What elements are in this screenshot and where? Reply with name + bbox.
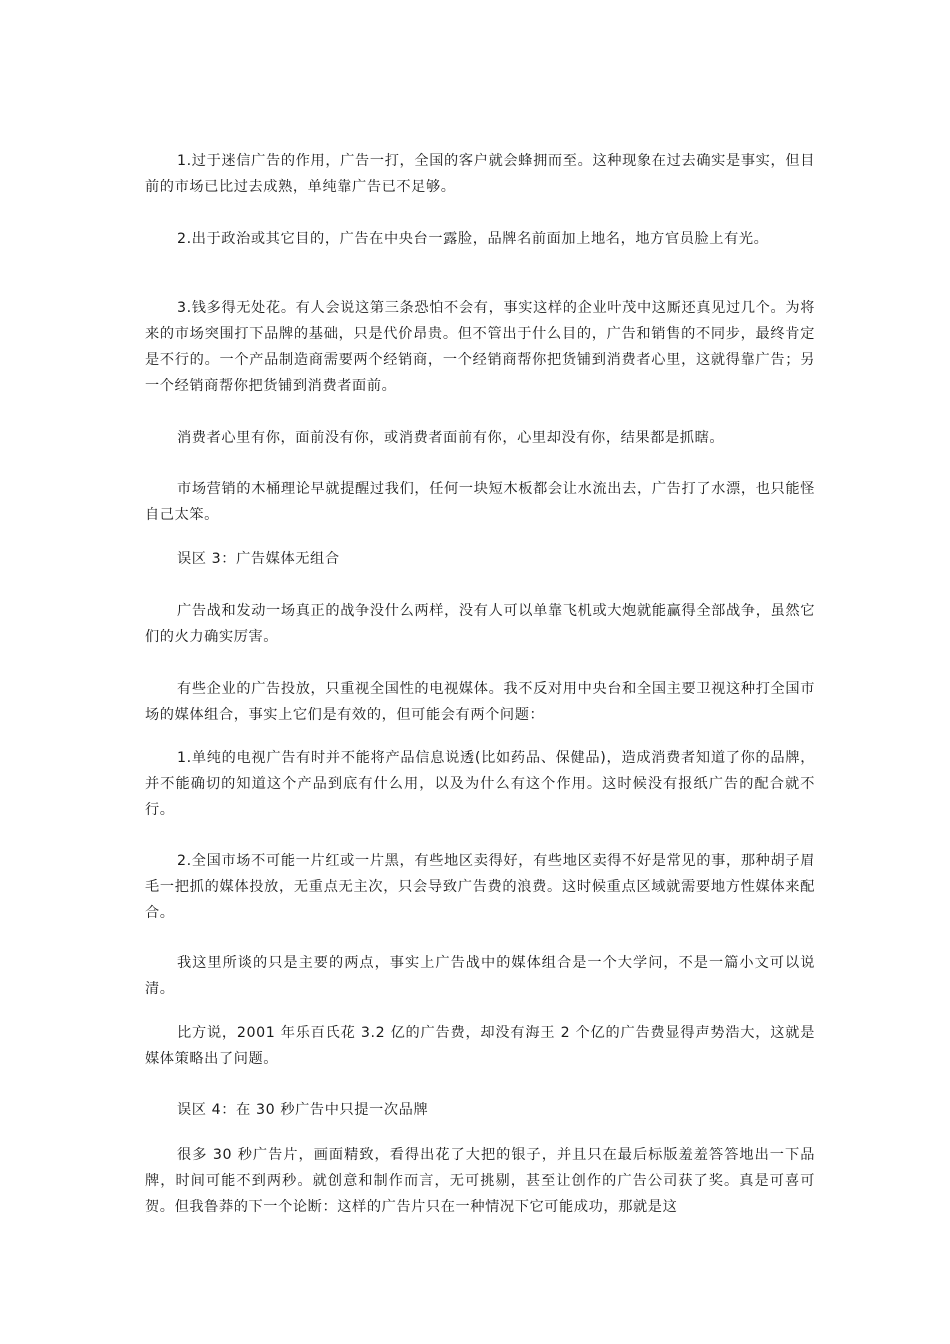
paragraph-example: 比方说，2001 年乐百氏花 3.2 亿的广告费，却没有海王 2 个亿的广告费显得声势浩大，这就是媒体策略出了问题。: [145, 1025, 815, 1067]
paragraph-problem-2: 2.全国市场不可能一片红或一片黑，有些地区卖得好，有些地区卖得不好是常见的事，那种胡子眉毛一把抓的媒体投放，无重点无主次，只会导致广告费的浪费。这时候重点区域就需要地方性媒体来配合。: [145, 853, 815, 921]
paragraph-ad-war: 广告战和发动一场真正的战争没什么两样，没有人可以单靠飞机或大炮就能赢得全部战争，虽然它们的火力确实厉害。: [145, 603, 815, 645]
paragraph-barrel-theory: 市场营销的木桶理论早就提醒过我们，任何一块短木板都会让水流出去，广告打了水漂，也只能怪自己太笨。: [145, 481, 815, 523]
paragraph-problem-1: 1.单纯的电视广告有时并不能将产品信息说透(比如药品、保健品)，造成消费者知道了你的品牌，并不能确切的知道这个产品到底有什么用，以及为什么有这个作用。这时候没有报纸广告的配合就不行。: [145, 750, 815, 818]
paragraph-30-second-ads: 很多 30 秒广告片，画面精致，看得出花了大把的银子，并且只在最后标版羞羞答答地出一下品牌，时间可能不到两秒。就创意和制作而言，无可挑剔，甚至让创作的广告公司获了奖。真是可喜可贺。但我鲁莽的下一个论断：这样的广告片只在一种情况下它可能成功，那就是这: [145, 1147, 815, 1215]
paragraph-consumer-mind: 消费者心里有你，面前没有你，或消费者面前有你，心里却没有你，结果都是抓瞎。: [177, 430, 725, 446]
paragraph-misconception-3: 3.钱多得无处花。有人会说这第三条恐怕不会有，事实这样的企业叶茂中这厮还真见过几个。为将来的市场突围打下品牌的基础，只是代价昂贵。但不管出于什么目的，广告和销售的不同步，最终肯定是不行的。一个产品制造商需要两个经销商，一个经销商帮你把货铺到消费者心里，这就得靠广告；另一个经销商帮你把货铺到消费者面前。: [145, 300, 815, 394]
section-heading-misconception-4: 误区 4：在 30 秒广告中只提一次品牌: [177, 1102, 429, 1118]
paragraph-tv-media: 有些企业的广告投放，只重视全国性的电视媒体。我不反对用中央台和全国主要卫视这种打全国市场的媒体组合，事实上它们是有效的，但可能会有两个问题：: [145, 681, 815, 723]
document-page: [145, 0, 815, 1344]
paragraph-media-mix: 我这里所谈的只是主要的两点，事实上广告战中的媒体组合是一个大学问，不是一篇小文可以说清。: [145, 955, 815, 997]
paragraph-misconception-1: 1.过于迷信广告的作用，广告一打，全国的客户就会蜂拥而至。这种现象在过去确实是事实，但目前的市场已比过去成熟，单纯靠广告已不足够。: [145, 153, 815, 195]
paragraph-misconception-2: 2.出于政治或其它目的，广告在中央台一露脸，品牌名前面加上地名，地方官员脸上有光。: [177, 231, 769, 247]
section-heading-misconception-3: 误区 3：广告媒体无组合: [177, 551, 340, 567]
